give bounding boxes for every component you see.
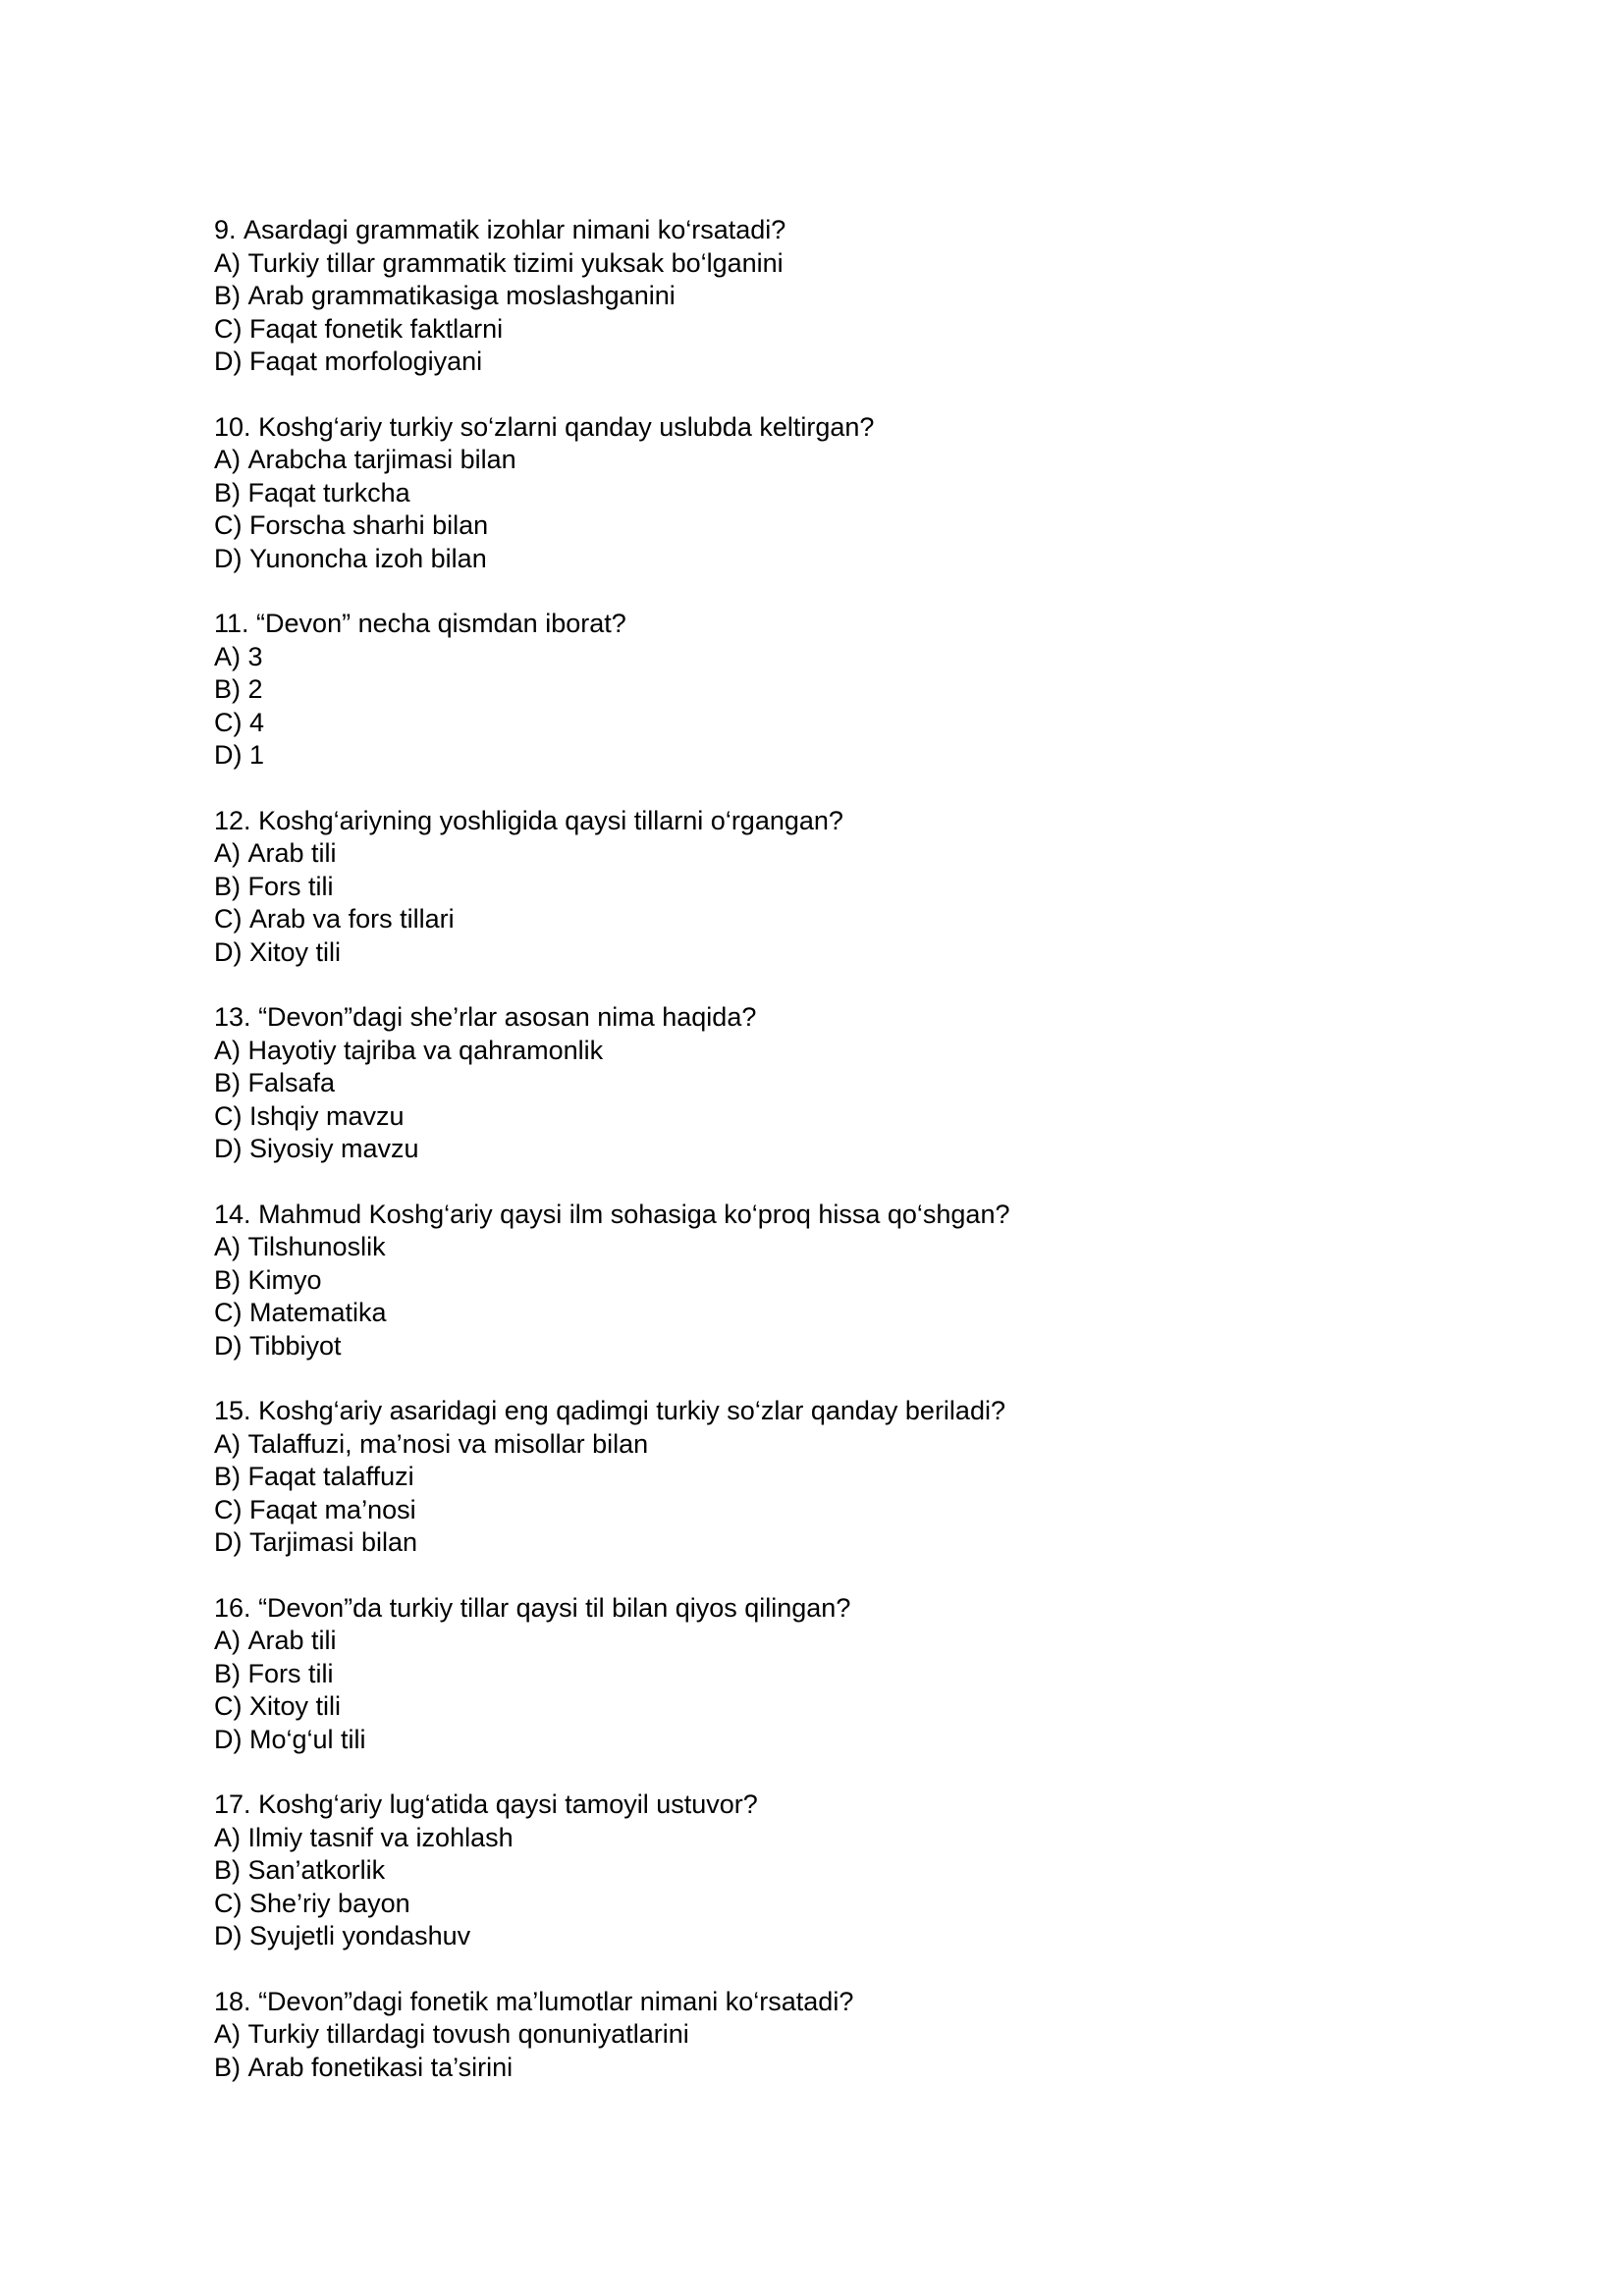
option-text: Xitoy tili [249,1691,342,1721]
option-letter: D) [214,347,243,376]
option-text: Matematika [249,1298,387,1327]
answer-option [214,1625,1412,1658]
question-text: “Devon”dagi she’rlar asosan nima haqida? [258,1002,757,1032]
answer-option [214,1264,1412,1298]
question-text: “Devon”dagi fonetik ma’lumotlar nimani ko‘rsatadi? [258,1986,854,2016]
option-text: Fors tili [247,1658,334,1688]
option-text: 2 [247,674,263,704]
answer-option [214,509,1412,543]
question-text: Mahmud Koshg‘ariy qaysi ilm sohasiga ko‘proq hissa qo‘shgan? [258,1199,1010,1229]
answer-option [214,1690,1412,1724]
option-letter: B) [214,1855,241,1885]
option-text: 4 [249,707,265,737]
option-text: Hayotiy tajriba va qahramonlik [247,1035,604,1065]
question-block [214,411,1412,576]
answer-option [214,2018,1412,2052]
option-letter: A) [214,838,241,868]
question-heading [214,1001,1412,1035]
option-text: Faqat fonetik faktlarni [249,313,504,344]
answer-option [214,477,1412,510]
answer-option [214,543,1412,576]
question-block [214,1199,1412,1363]
option-letter: B) [214,2052,241,2082]
option-text: Faqat talaffuzi [247,1462,414,1491]
option-text: Ilmiy tasnif va izohlash [247,1822,514,1852]
answer-option [214,707,1412,740]
option-letter: D) [214,740,243,770]
question-heading [214,805,1412,838]
option-text: Ishqiy mavzu [249,1100,405,1131]
option-text: Xitoy tili [249,936,342,967]
question-heading [214,1199,1412,1232]
option-letter: B) [214,1462,241,1491]
option-letter: C) [214,1494,243,1524]
answer-option [214,1133,1412,1166]
answer-option [214,641,1412,674]
question-number: 15. [214,1396,251,1425]
option-letter: A) [214,1035,241,1065]
option-letter: C) [214,1100,243,1131]
question-heading [214,411,1412,445]
answer-option [214,871,1412,904]
answer-option [214,1231,1412,1264]
question-heading [214,608,1412,641]
option-letter: C) [214,510,243,540]
option-text: 1 [249,740,265,770]
option-letter: A) [214,2019,241,2049]
option-text: Arab va fors tillari [249,904,455,934]
option-letter: A) [214,247,241,278]
option-text: Fors tili [247,871,334,901]
option-text: Mo‘g‘ul tili [249,1724,366,1754]
option-letter: D) [214,1921,243,1950]
answer-option [214,280,1412,313]
question-text: Koshg‘ariy turkiy so‘zlarni qanday uslubda keltirgan? [258,411,875,442]
answer-option [214,903,1412,936]
option-text: She’riy bayon [249,1888,410,1918]
option-text: Faqat morfologiyani [249,347,483,376]
answer-option [214,1822,1412,1855]
option-letter: B) [214,477,241,507]
option-letter: D) [214,1724,243,1754]
question-number: 18. [214,1986,251,2016]
option-text: Arab grammatikasiga moslashganini [247,281,676,310]
question-heading [214,1789,1412,1822]
answer-option [214,247,1412,281]
question-text: “Devon”da turkiy tillar qaysi til bilan qiyos qilingan? [258,1592,851,1623]
option-letter: C) [214,1691,243,1721]
question-heading [214,1592,1412,1626]
question-heading [214,214,1412,247]
option-text: Tibbiyot [249,1330,342,1361]
answer-option [214,1035,1412,1068]
question-text: “Devon” necha qismdan iborat? [256,609,626,638]
option-letter: B) [214,871,241,901]
option-letter: D) [214,1330,243,1361]
option-text: 3 [247,641,263,671]
question-number: 14. [214,1199,251,1229]
option-text: Faqat ma’nosi [249,1494,416,1524]
option-letter: C) [214,1888,243,1918]
question-text: Koshg‘ariy asaridagi eng qadimgi turkiy so‘zlar qanday beriladi? [258,1396,1005,1425]
answer-option [214,1854,1412,1888]
question-number: 9. [214,215,237,244]
question-number: 13. [214,1002,251,1032]
answer-option [214,1920,1412,1953]
question-text: Asardagi grammatik izohlar nimani ko‘rsatadi? [244,215,786,244]
answer-option [214,346,1412,379]
option-text: Arab tili [247,1626,337,1655]
option-text: Forscha sharhi bilan [249,510,489,540]
question-block [214,1001,1412,1166]
answer-option [214,1461,1412,1494]
option-text: Arab fonetikasi ta’sirini [247,2052,514,2082]
option-text: Kimyo [247,1264,322,1295]
question-number: 11. [214,609,249,638]
question-number: 16. [214,1592,251,1623]
answer-option [214,739,1412,773]
option-letter: A) [214,445,241,474]
option-letter: C) [214,313,243,344]
answer-option [214,444,1412,477]
question-block [214,608,1412,773]
option-letter: B) [214,1658,241,1688]
answer-option [214,673,1412,707]
question-block [214,1395,1412,1560]
option-letter: B) [214,1264,241,1295]
answer-option [214,2052,1412,2085]
answer-option [214,1658,1412,1691]
option-letter: A) [214,1626,241,1655]
option-letter: A) [214,1822,241,1852]
answer-option [214,1100,1412,1134]
answer-option [214,936,1412,970]
question-block [214,1592,1412,1757]
option-letter: D) [214,1134,243,1163]
answer-option [214,1297,1412,1330]
question-text: Koshg‘ariyning yoshligida qaysi tillarni o‘rgangan? [258,805,843,835]
answer-option [214,1330,1412,1363]
answer-option [214,1428,1412,1462]
option-letter: B) [214,281,241,310]
option-text: Tilshunoslik [247,1232,386,1261]
option-text: Arab tili [247,838,337,868]
question-block [214,1789,1412,1953]
quiz-page-body [214,214,1412,2116]
option-text: San’atkorlik [247,1855,386,1885]
option-letter: A) [214,1232,241,1261]
option-text: Siyosiy mavzu [249,1134,419,1163]
question-number: 10. [214,411,251,442]
option-text: Falsafa [247,1068,336,1097]
question-block [214,214,1412,379]
answer-option [214,1888,1412,1921]
answer-option [214,1494,1412,1527]
answer-option [214,1526,1412,1560]
option-letter: D) [214,543,243,573]
option-letter: C) [214,904,243,934]
question-number: 17. [214,1789,251,1819]
option-letter: A) [214,1428,241,1459]
option-letter: D) [214,936,243,967]
option-letter: B) [214,1068,241,1097]
option-letter: A) [214,641,241,671]
question-text: Koshg‘ariy lug‘atida qaysi tamoyil ustuvor? [258,1789,758,1819]
option-text: Yunoncha izoh bilan [249,543,487,573]
question-number: 12. [214,805,251,835]
question-heading [214,1395,1412,1428]
option-letter: D) [214,1527,243,1557]
answer-option [214,1724,1412,1757]
option-text: Faqat turkcha [247,477,410,507]
option-text: Talaffuzi, ma’nosi va misollar bilan [247,1428,649,1459]
question-block [214,1986,1412,2085]
question-block [214,805,1412,970]
option-text: Turkiy tillardagi tovush qonuniyatlarini [247,2019,689,2049]
option-text: Syujetli yondashuv [249,1921,471,1950]
option-letter: C) [214,1298,243,1327]
answer-option [214,1067,1412,1100]
option-text: Tarjimasi bilan [249,1527,418,1557]
option-letter: C) [214,707,243,737]
option-text: Arabcha tarjimasi bilan [247,445,516,474]
answer-option [214,313,1412,347]
option-text: Turkiy tillar grammatik tizimi yuksak bo‘lganini [247,247,784,278]
question-heading [214,1986,1412,2019]
option-letter: B) [214,674,241,704]
answer-option [214,837,1412,871]
